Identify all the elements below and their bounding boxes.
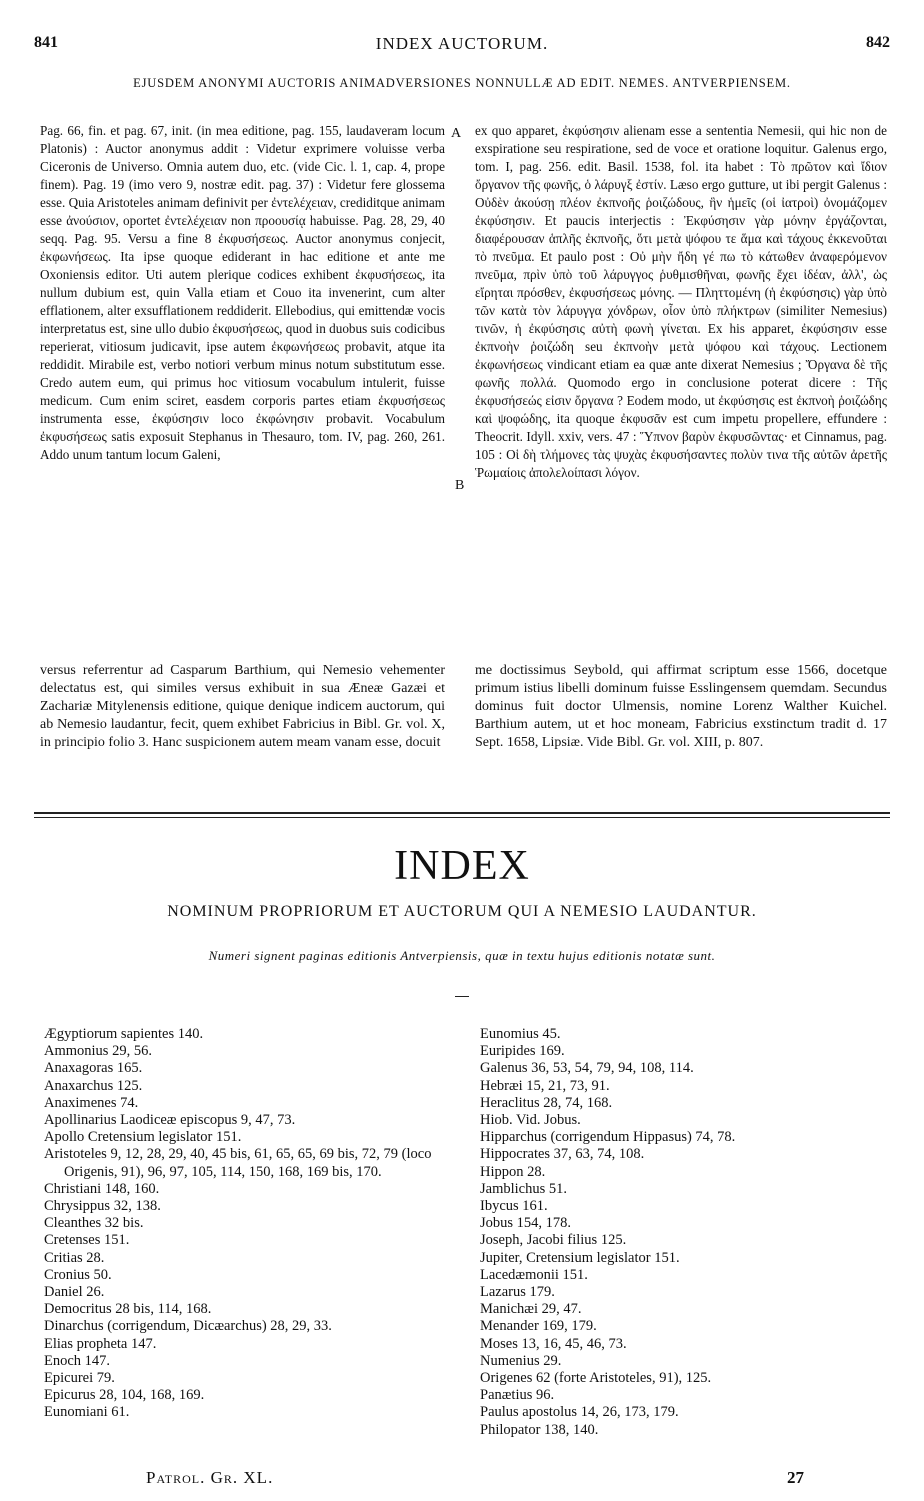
short-rule	[455, 996, 469, 997]
continuation-left-column: versus referrentur ad Casparum Barthium, qui Nemesio vehementer delectatus est, qui similes versus exhibuit in sua Æneæ Gazæi et Zachariæ Mitylenensis editione, quique denique indicem auctorum, qui ab Nemesio laudantur, fecit, quem exhibet Fabricius in Bibl. Gr. vol. X, in principio folio 3. Hanc suspicionem autem meam vanam esse, docuit	[40, 663, 445, 750]
annotations-right-column: ex quo apparet, ἐκφύσησιν alienam esse a sententia Nemesii, qui hic non de exspiratione seu respiratione, sed de voce et oratione loquitur. Galenus ergo, tom. I, pag. 256. edit. Basil. 1538, fol. ita habet : Τὸ πρῶτον καὶ ἴδιον ὄργανον τῆς φωνῆς, ὁ λάρυγξ ἐστίν. Læso ergo gutture, ut ibi pergit Galenus : Οὐδὲν ἀκούσῃ πλέον ἐκπνοῆς ῥοιζώδους, ἣν ἡμεῖς (οἱ ἰατροὶ) ὀνομάζομεν ἐκφύσησιν. Et paucis interjectis : Ἐκφύσησιν γὰρ μόνην ἐργάζονται, διαφέρουσαν ἁπλῆς ἐκπνοῆς, ὅτι μετὰ ψόφου τε ἅμα καὶ τάχους ἐκκενοῦται τὸ πνεῦμα. Et paulo post : Οὐ μὴν ἤδη γέ πω τὸ κάτωθεν ἀναφερόμενον πνεῦμα, πρὶν ὑπὸ τοῦ λάρυγγος ῥυθμισθῆναι, φωνῆς ἔχει ἰδέαν, ἀλλ', ὡς εἴρηται πρόσθεν, ἐκφυσήσεως μόνης. — Πληττομένη (ἡ ἐκφύσησις) γὰρ ὑπὸ τῶν κατὰ τὸν λάρυγγα χόνδρων, οἷον ὑπὸ πλήκτρων (similiter Nemesius) τινῶν, ἡ ἐκφύσησις αὐτὴ φωνὴ γίνεται. Ex his apparet, ἐκφύσησιν esse ἐκπνοὴν ῥοιζώδη seu ἐκπνοὴν μετὰ ψόφου καὶ τάχους. Lectionem ἐκφωνήσεως vindicant etiam ea quæ ante dixerat Nemesius ; Ὄργανα δὲ τῆς φωνῆς πολλά. Quomodo ergo in conclusione poterat dicere : Τῆς ἐκφυσήσεώς εἰσιν ὄργανα ? Eodem modo, ut ἐκφύσησις est ἐκπνοὴ ῥοιζώδης καὶ ψοφώδης, ita quoque ἐκφυσᾶν est cum impetu propellere, effundere : Theocrit. Idyll. xxiv, vers. 47 : Ὕπνον βαρὺν ἐκφυσῶντας· et Cinnamus, pag. 105 : Οἱ δὴ τλήμονες τὰς ψυχὰς ἐκφυσήσαντες πολὺν τινα τῆς αὐτῶν ἀρετῆς Ῥωμαίοις ἀπολελοίπασι λόγον.	[475, 123, 887, 480]
index-entry: Jamblichus 51.	[480, 1180, 567, 1197]
index-entry: Apollinarius Laodiceæ episcopus 9, 47, 73.	[44, 1112, 296, 1129]
annotations-left-column: Pag. 66, fin. et pag. 67, init. (in mea editione, pag. 155, laudaveram locum Platonis) : Auctor anonymus addit : Videtur exprimere voluisse verba Ciceronis de Universo. Omnia autem duo, etc. (vide Cic. l. 1, cap. 4, prope finem). Pag. 19 (imo vero 9, nostræ edit. pag. 37) : Videtur fere glossema esse. Quia Aristoteles animam definivit per ἐντελέχειαν, crediditque animam esse ἀνούσιον, oportet ἐντελέχειαν non προουσίᾳ habuisse. Pag. 28, 29, 40 seqq. Pag. 95. Versu a fine 8 ἐκφυσήσεως. Auctor anonymus conjecit, ἐκφωνήσεως. Ita ipse quoque ediderant in hac editione et ante me Oxoniensis editor. Uti autem plerique codices exhibent ἐκφυσήσεως, ita nullum dubium est, quin Valla etiam et Couo ita invenerint, cum alter efflationem, alter exsufflationem reddiderit. Ellebodius, qui emittendæ vocis interpretatus est, sine ullo dubio ἐκφυσήσεως, quod in duobus suis codicibus reperierat, vitiosum judicavit, ipse autem ἐκφωνήσεως probavit, atque ita reddidit. Mirabile est, verbo notiori verbum minus notum substitutum esse. Credo autem eum, qui primus hoc vitiosum vocabulum intulerit, fuisse medicum. Cum enim sciret, easdem corporis partes etiam ἐκφυσήσεως instrumenta esse, ἐκφύσησιν loco ἐκφώνησιν probavit. Vocabulum ἐκφυσήσεως satis exposuit Stephanus in Thesauro, tom. IV, pag. 260, 261. Addo unum tantum locum Galeni,	[40, 123, 445, 462]
index-entry: Ibycus 161.	[480, 1198, 548, 1215]
index-entry: Cretenses 151.	[44, 1232, 130, 1249]
index-entry: Joseph, Jacobi filius 125.	[480, 1232, 627, 1249]
index-entry: Galenus 36, 53, 54, 79, 94, 108, 114.	[480, 1060, 694, 1077]
left-column-number: 841	[34, 34, 58, 51]
page-footer	[0, 1468, 924, 1492]
section-divider-thin	[34, 817, 890, 818]
index-entry: Critias 28.	[44, 1249, 105, 1266]
index-entry: Origenes 62 (forte Aristoteles, 91), 125.	[480, 1370, 712, 1387]
running-title: INDEX AUCTORUM.	[375, 34, 549, 53]
index-entry: Hippon 28.	[480, 1163, 546, 1180]
index-entry: Apollo Cretensium legislator 151.	[44, 1129, 242, 1146]
index-entry: Moses 13, 16, 45, 46, 73.	[480, 1335, 627, 1352]
index-title: INDEX	[394, 843, 530, 889]
index-note: Numeri signent paginas editionis Antverpiensis, quæ in textu hujus editionis notatæ sunt.	[208, 948, 716, 963]
margin-letter-b: B	[455, 478, 465, 493]
index-left-column	[44, 1026, 444, 1422]
index-entry: Aristoteles 9, 12, 28, 29, 40, 45 bis, 61, 65, 65, 69 bis, 72, 79 (loco Origenis, 91), 96, 97, 105, 114, 150, 168, 169 bis, 170.	[44, 1146, 432, 1180]
index-entry: Paulus apostolus 14, 26, 173, 179.	[480, 1404, 679, 1421]
index-entry: Christiani 148, 160.	[44, 1180, 160, 1197]
index-entry: Chrysippus 32, 138.	[44, 1198, 161, 1215]
index-entry: Hebræi 15, 21, 73, 91.	[480, 1077, 610, 1094]
index-subtitle: NOMINUM PROPRIORUM ET AUCTORUM QUI A NEMESIO LAUDANTUR.	[167, 903, 757, 920]
index-entry: Epicurus 28, 104, 168, 169.	[44, 1387, 205, 1404]
margin-letter-a: A	[451, 126, 462, 141]
index-entry: Ægyptiorum sapientes 140.	[44, 1026, 204, 1042]
index-entry: Anaxagoras 165.	[44, 1060, 143, 1077]
index-entry: Cleanthes 32 bis.	[44, 1215, 144, 1232]
page-header	[34, 34, 890, 60]
continuation-right-column: me doctissimus Seybold, qui affirmat scriptum esse 1566, docetque primum istius libelli dominum fuisse Esslingensem quemdam. Secundus dominus fuit doctor Ulmensis, nomine Lorenz Walther Kuichel. Barthium autem, ut et hoc moneam, Fabricius exstinctum tradit d. 17 Sept. 1658, Lipsiæ. Vide Bibl. Gr. vol. XIII, p. 807.	[475, 663, 887, 750]
index-entry: Ammonius 29, 56.	[44, 1043, 152, 1060]
index-entry: Menander 169, 179.	[480, 1318, 597, 1335]
index-entry: Numenius 29.	[480, 1352, 562, 1369]
index-entry: Euripides 169.	[480, 1043, 565, 1060]
index-entry: Dinarchus (corrigendum, Dicæarchus) 28, 29, 33.	[44, 1318, 332, 1335]
index-entry: Philopator 138, 140.	[480, 1421, 599, 1438]
index-entry: Anaxarchus 125.	[44, 1077, 143, 1094]
index-entry: Lazarus 179.	[480, 1284, 555, 1301]
index-entry: Eunomius 45.	[480, 1026, 561, 1042]
index-entry: Democritus 28 bis, 114, 168.	[44, 1301, 212, 1318]
index-entry: Hiob. Vid. Jobus.	[480, 1112, 581, 1129]
index-entry: Heraclitus 28, 74, 168.	[480, 1094, 613, 1111]
index-entry: Elias propheta 147.	[44, 1335, 157, 1352]
index-entry: Lacedæmonii 151.	[480, 1266, 588, 1283]
index-entry: Hipparchus (corrigendum Hippasus) 74, 78.	[480, 1129, 736, 1146]
volume-signature: Patrol. Gr. XL.	[146, 1468, 274, 1487]
section-heading: EJUSDEM ANONYMI AUCTORIS ANIMADVERSIONES NONNULLÆ AD EDIT. NEMES. ANTVERPIENSEM.	[133, 76, 791, 90]
index-entry: Cronius 50.	[44, 1266, 112, 1283]
index-entry: Hippocrates 37, 63, 74, 108.	[480, 1146, 645, 1163]
right-column-number: 842	[866, 34, 890, 51]
section-divider	[34, 812, 890, 814]
index-entry: Manichæi 29, 47.	[480, 1301, 582, 1318]
index-entry: Daniel 26.	[44, 1284, 105, 1301]
index-entry: Epicurei 79.	[44, 1370, 115, 1387]
index-entry: Jobus 154, 178.	[480, 1215, 572, 1232]
index-entry: Eunomiani 61.	[44, 1404, 130, 1421]
index-right-column	[480, 1026, 890, 1439]
index-entry: Anaximenes 74.	[44, 1094, 139, 1111]
index-entry: Enoch 147.	[44, 1352, 111, 1369]
index-entry: Jupiter, Cretensium legislator 151.	[480, 1249, 680, 1266]
signature-number: 27	[787, 1468, 804, 1487]
index-entry: Panætius 96.	[480, 1387, 555, 1404]
